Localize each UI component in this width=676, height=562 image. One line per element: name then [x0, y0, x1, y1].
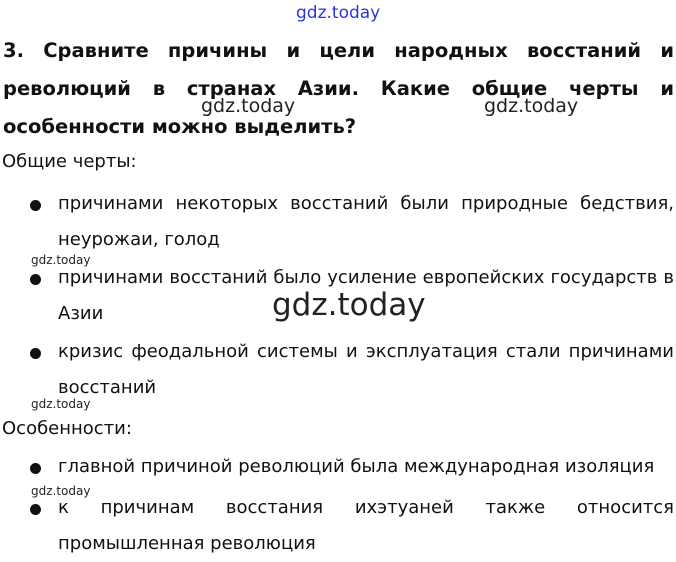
watermark-large: gdz.today [272, 287, 426, 323]
bullet-icon [30, 463, 41, 474]
watermark-mid-right: gdz.today [484, 95, 579, 117]
bullet-icon [30, 274, 41, 285]
watermark-small: gdz.today [31, 397, 91, 411]
bullet-icon [30, 504, 41, 515]
bullet-icon [30, 348, 41, 359]
list-item-text: кризис феодальной системы и эксплуатация стали причинами восстаний [58, 341, 674, 398]
watermark-top: gdz.today [296, 3, 381, 23]
common-features-heading: Общие черты: [2, 151, 137, 172]
watermark-small: gdz.today [31, 484, 91, 498]
watermark-small: gdz.today [31, 253, 91, 267]
list-item-text: к причинам восстания ихэтуаней также относится промышленная революция [58, 497, 674, 554]
specific-features-heading: Особенности: [2, 418, 132, 439]
list-item-text: причинами восстаний было усиление европейских государств в Азии [58, 267, 674, 324]
list-item-text: причинами некоторых восстаний были природные бедствия, неурожаи, голод [58, 193, 674, 250]
bullet-icon [30, 200, 41, 211]
list-item-text: главной причиной революций была международная изоляция [58, 456, 655, 477]
question-heading: 3. Сравните причины и цели народных восстаний и революций в странах Азии. Какие общие черты и особенности можно выделить? [3, 39, 674, 138]
watermark-mid-left: gdz.today [201, 95, 296, 117]
